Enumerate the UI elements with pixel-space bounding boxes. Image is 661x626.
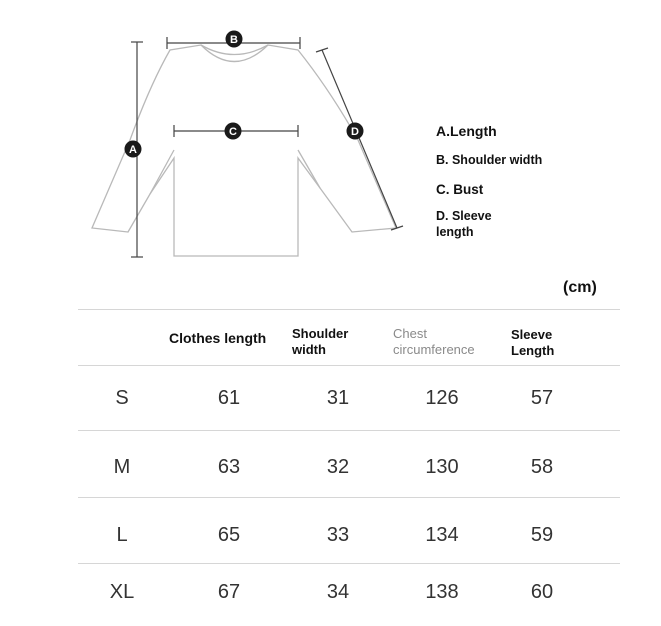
value-cell: 58 xyxy=(530,456,554,478)
header-rule xyxy=(78,365,620,366)
value-cell: 67 xyxy=(217,581,241,603)
size-cell: L xyxy=(116,524,128,546)
legend-bust: C. Bust xyxy=(436,182,484,197)
value-cell: 57 xyxy=(530,387,554,409)
value-cell: 31 xyxy=(326,387,350,409)
legend-shoulder-width: B. Shoulder width xyxy=(436,153,543,167)
row-rule xyxy=(78,563,620,564)
marker-b xyxy=(226,31,243,48)
marker-c xyxy=(225,123,242,140)
value-cell: 138 xyxy=(425,581,459,603)
marker-a-label: A xyxy=(129,144,137,156)
legend-sleeve-length: D. Sleeve length xyxy=(436,209,492,239)
value-cell: 60 xyxy=(530,581,554,603)
header-chest-circumference: Chest circumference xyxy=(393,326,475,357)
value-cell: 65 xyxy=(217,524,241,546)
marker-a xyxy=(125,141,142,158)
marker-d xyxy=(347,123,364,140)
value-cell: 134 xyxy=(425,524,459,546)
value-cell: 63 xyxy=(217,456,241,478)
value-cell: 130 xyxy=(425,456,459,478)
sleeve-line xyxy=(322,50,397,228)
table-top-rule xyxy=(78,309,620,310)
value-cell: 126 xyxy=(425,387,459,409)
legend-length: A.Length xyxy=(436,123,497,139)
value-cell: 32 xyxy=(326,456,350,478)
header-sleeve-length: Sleeve Length xyxy=(511,327,555,358)
unit-label: (cm) xyxy=(563,279,597,296)
value-cell: 33 xyxy=(326,524,350,546)
marker-b-label: B xyxy=(230,34,238,46)
value-cell: 61 xyxy=(217,387,241,409)
marker-d-label: D xyxy=(351,126,359,138)
header-shoulder-width: Shoulder width xyxy=(292,326,349,357)
value-cell: 59 xyxy=(530,524,554,546)
marker-c-label: C xyxy=(229,126,237,138)
size-cell: XL xyxy=(109,581,135,603)
header-clothes-length: Clothes length xyxy=(169,330,267,346)
size-cell: M xyxy=(113,456,131,478)
row-rule xyxy=(78,497,620,498)
size-cell: S xyxy=(115,387,129,409)
value-cell: 34 xyxy=(326,581,350,603)
garment-diagram xyxy=(0,0,661,280)
row-rule xyxy=(78,430,620,431)
